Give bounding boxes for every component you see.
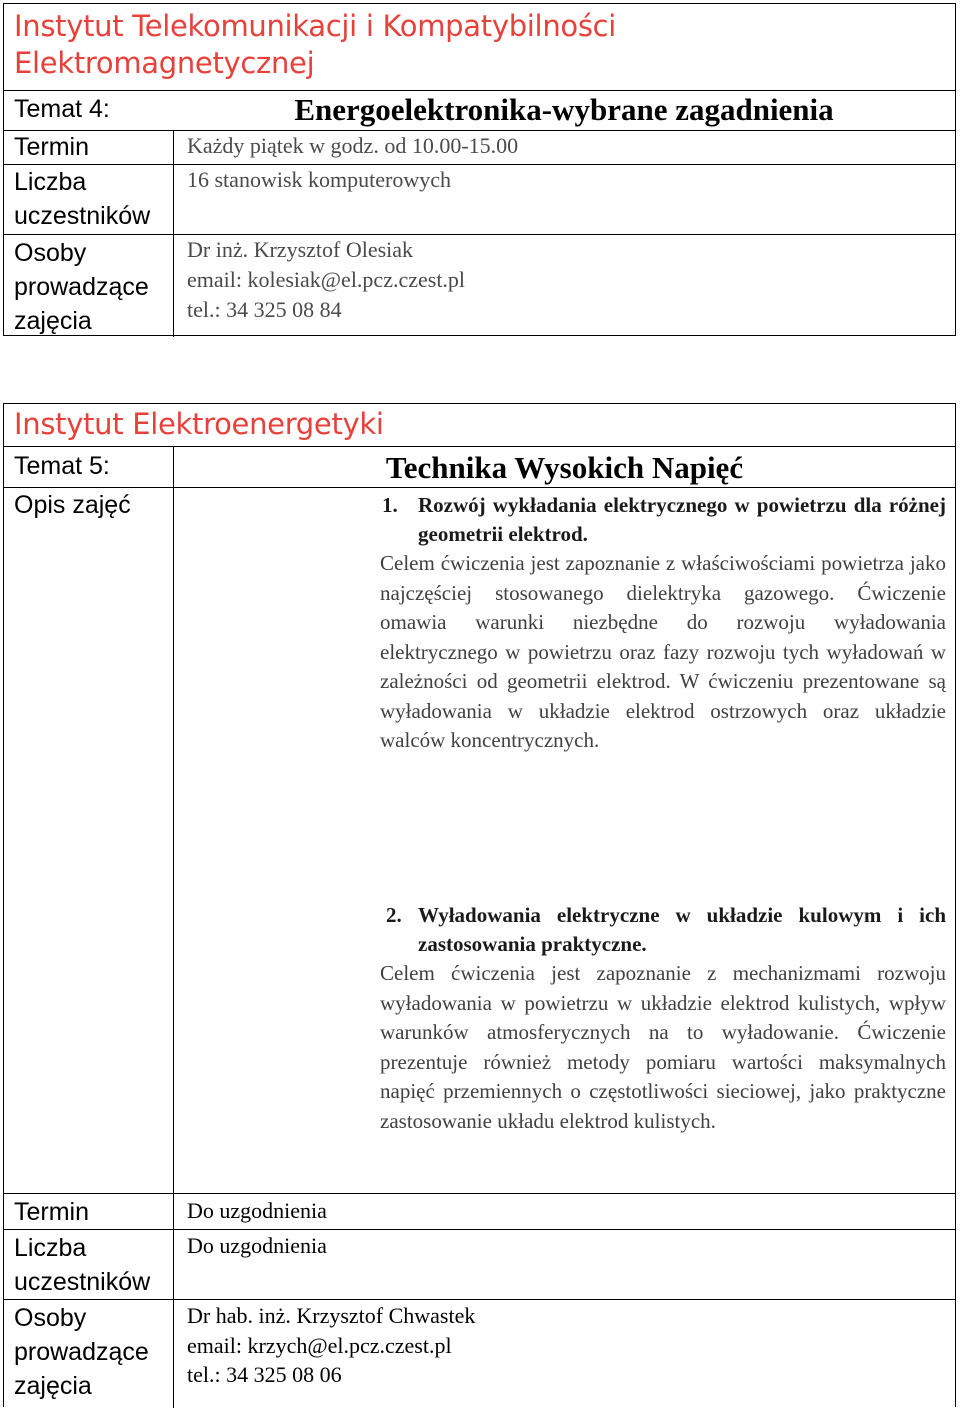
topic-label: Temat 4:	[14, 95, 110, 123]
teachers-row	[4, 1299, 955, 1408]
exercise-2-title	[386, 901, 946, 959]
exercise-2-number: 2.	[386, 903, 402, 927]
teacher-email: email: krzych@el.pcz.czest.pl	[187, 1333, 452, 1358]
description-row	[4, 487, 955, 1193]
schedule-row	[4, 1193, 955, 1229]
teacher-phone: tel.: 34 325 08 84	[187, 297, 342, 322]
participants-value: 16 stanowisk komputerowych	[187, 167, 451, 192]
institute-title: Instytut Elektroenergetyki	[14, 407, 384, 441]
topic-label: Temat 5:	[14, 452, 110, 480]
schedule-label: Termin	[14, 1198, 90, 1226]
institute-title: Instytut Telekomunikacji i Kompatybilności Elektromagnetycznej	[14, 9, 617, 80]
teachers-row	[4, 234, 955, 337]
participants-label: Liczba uczestników	[14, 168, 151, 230]
teachers-label: Osoby prowadzące zajęcia	[14, 239, 149, 335]
exercise-2-description: Celem ćwiczenia jest zapoznanie z mechanizmami rozwoju wyładowania w powietrzu w układzie elektrod kulistych, wpływ warunków atmosferycznych na to wyładowanie. Ćwiczenie prezentuje również metody pomiaru wartości maksymalnych napięć przemiennych o częstotliwości sieciowej, jako praktyczne zastosowanie układu elektrod kulistych.	[380, 961, 946, 1133]
exercise-1-title	[382, 491, 946, 549]
topic-title: Energoelektronika-wybrane zagadnienia	[294, 92, 834, 127]
topic-title: Technika Wysokich Napięć	[385, 450, 744, 485]
schedule-label: Termin	[14, 133, 90, 161]
schedule-value: Każdy piątek w godz. od 10.00-15.00	[187, 133, 519, 158]
teacher-name: Dr inż. Krzysztof Olesiak	[187, 237, 414, 262]
institute-row	[4, 404, 955, 446]
participants-label: Liczba uczestników	[14, 1234, 151, 1296]
exercise-1-description: Celem ćwiczenia jest zapoznanie z właściwościami powietrza jako najczęściej stosowanego dielektryka gazowego. Ćwiczenie omawia warunki niezbędne do rozwoju wyładowania elektrycznego w powietrzu oraz fazy rozwoju tych wyładowań w zależności od geometrii elektrod. W ćwiczeniu prezentowane są wyładowania w układzie elektrod ostrzowych oraz układzie walców koncentrycznych.	[380, 551, 946, 752]
course-table-1	[3, 3, 956, 336]
topic-row	[4, 446, 955, 487]
course-table-2	[3, 403, 956, 1407]
teacher-name: Dr hab. inż. Krzysztof Chwastek	[187, 1303, 476, 1328]
schedule-value: Do uzgodnienia	[187, 1198, 327, 1223]
schedule-row	[4, 130, 955, 164]
teachers-label: Osoby prowadzące zajęcia	[14, 1304, 149, 1400]
exercise-1-number: 1.	[382, 493, 398, 517]
participants-row	[4, 1229, 955, 1299]
teacher-phone: tel.: 34 325 08 06	[187, 1362, 342, 1387]
topic-row	[4, 90, 955, 130]
participants-row	[4, 164, 955, 234]
exercise-2-title-text: Wyładowania elektryczne w układzie kulowym i ich zastosowania praktyczne.	[418, 903, 946, 956]
description-label: Opis zajęć	[14, 491, 131, 519]
institute-row	[4, 4, 955, 90]
participants-value: Do uzgodnienia	[187, 1233, 327, 1258]
teacher-email: email: kolesiak@el.pcz.czest.pl	[187, 267, 466, 292]
exercise-1-title-text: Rozwój wykładania elektrycznego w powietrzu dla różnej geometrii elektrod.	[418, 493, 946, 546]
